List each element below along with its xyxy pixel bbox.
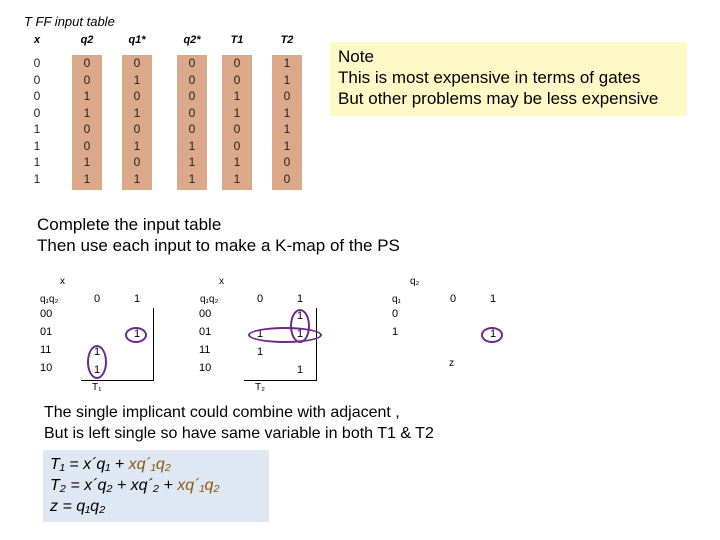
truth-table-cell: 1 xyxy=(233,105,241,120)
truth-table-cell: 0 xyxy=(233,56,241,70)
kmap-row-label: 00 xyxy=(199,308,212,320)
truth-table-heading: q2 xyxy=(80,34,94,46)
truth-table-heading: T2 xyxy=(280,34,294,46)
truth-table-cell: 1 xyxy=(283,122,291,136)
kmap-group-oval xyxy=(481,327,503,343)
note-line: Note xyxy=(338,47,374,66)
truth-table-cell: 1 xyxy=(33,138,41,153)
kmap-cell: 1 xyxy=(489,328,497,340)
kmap-row-label: 10 xyxy=(199,362,212,374)
equation-t1: T₁ = x´q₁ + xq´₁q₂ xyxy=(50,456,171,473)
kmap-row-label: 11 xyxy=(40,344,52,356)
instruction-line: Then use each input to make a K-map of the PS xyxy=(37,236,400,255)
truth-table-heading: q1* xyxy=(128,34,146,46)
truth-table-cell: 1 xyxy=(133,72,141,87)
explanation-line: But is left single so have same variable in both T1 & T2 xyxy=(44,425,434,442)
truth-table-cell: 1 xyxy=(188,171,196,186)
kmap-column-label: 1 xyxy=(133,293,141,305)
kmap-cell: 1 xyxy=(296,364,304,376)
truth-table-cell: 0 xyxy=(83,72,91,87)
truth-table-cell: 0 xyxy=(133,155,141,169)
truth-table-cell: 0 xyxy=(83,122,91,136)
kmap-column-label: 1 xyxy=(296,293,304,305)
truth-table-cell: 0 xyxy=(283,171,291,186)
equation-t2: T₂ = x´q₂ + xq´₂ + xq´₁q₂ xyxy=(50,477,220,494)
truth-table-cell: 0 xyxy=(33,89,41,103)
truth-table-cell: 0 xyxy=(83,138,91,153)
explanation-line: The single implicant could combine with adjacent , xyxy=(44,404,400,421)
note-box xyxy=(330,42,687,116)
kmap-caption: z xyxy=(449,358,454,369)
kmap-cell: 1 xyxy=(93,364,101,376)
truth-table-cell: 0 xyxy=(233,72,241,87)
kmap-caption: T₂ xyxy=(255,382,265,393)
truth-table-cell: 0 xyxy=(188,56,196,70)
truth-table-cell: 0 xyxy=(33,56,41,70)
truth-table-header xyxy=(22,34,302,52)
truth-table-cell: 0 xyxy=(188,89,196,103)
kmap-column-label: 0 xyxy=(449,293,457,305)
truth-table-cell: 1 xyxy=(283,56,291,70)
truth-table-cell: 0 xyxy=(283,89,291,103)
slide-title: T FF input table xyxy=(24,14,115,29)
kmap-side-variable: q₁q₂ xyxy=(200,294,219,305)
truth-table-cell: 1 xyxy=(233,171,241,186)
kmap-row-label: 1 xyxy=(392,326,399,338)
truth-table-cell: 0 xyxy=(233,122,241,136)
kmap-top-variable: x xyxy=(60,276,65,287)
truth-table-cell: 1 xyxy=(83,105,91,120)
note-line: But other problems may be less expensive xyxy=(338,89,659,108)
truth-table-cell: 0 xyxy=(33,72,41,87)
truth-table-cell: 0 xyxy=(188,105,196,120)
kmap-row-label: 10 xyxy=(40,362,53,374)
kmap-cell: 1 xyxy=(256,346,264,358)
truth-table-cell: 0 xyxy=(83,56,91,70)
instruction-line: Complete the input table xyxy=(37,215,222,234)
truth-table-cell: 1 xyxy=(188,138,196,153)
equation-z: z = q₁q₂ xyxy=(50,498,106,515)
kmap-column-label: 1 xyxy=(489,293,497,305)
truth-table-cell: 1 xyxy=(283,72,291,87)
truth-table-cell: 0 xyxy=(188,122,196,136)
truth-table xyxy=(22,55,302,190)
kmap-cell: 1 xyxy=(133,328,141,340)
kmap-row-label: 01 xyxy=(199,326,212,338)
kmap-top-variable: q₂ xyxy=(410,276,420,287)
kmap-top-variable: x xyxy=(219,276,224,287)
kmap-cell: 1 xyxy=(296,310,304,322)
kmap-cell: 1 xyxy=(296,328,304,340)
equation-box xyxy=(43,450,269,522)
explanation xyxy=(44,402,434,444)
truth-table-cell: 0 xyxy=(133,89,141,103)
kmap-group-oval xyxy=(248,327,322,343)
truth-table-cell: 0 xyxy=(133,56,141,70)
kmap-group-oval xyxy=(125,327,147,343)
truth-table-cell: 0 xyxy=(233,138,241,153)
kmap-column-label: 0 xyxy=(93,293,101,305)
truth-table-heading: x xyxy=(33,34,41,46)
kmap-side-variable: q₁ xyxy=(392,294,401,305)
truth-table-cell: 1 xyxy=(33,122,41,136)
truth-table-cell: 1 xyxy=(233,155,241,169)
kmap-row-label: 01 xyxy=(40,326,53,338)
truth-table-cell: 0 xyxy=(133,122,141,136)
kmap-group-oval xyxy=(87,345,107,379)
truth-table-cell: 1 xyxy=(33,171,41,186)
kmap-row-label: 00 xyxy=(40,308,53,320)
kmap-cell: 1 xyxy=(93,346,101,358)
truth-table-cell: 1 xyxy=(233,89,241,103)
truth-table-cell: 0 xyxy=(188,72,196,87)
instructions xyxy=(37,214,400,256)
truth-table-cell: 1 xyxy=(133,105,141,120)
truth-table-heading: T1 xyxy=(230,34,244,46)
truth-table-cell: 1 xyxy=(133,171,141,186)
truth-table-cell: 1 xyxy=(133,138,141,153)
truth-table-cell: 1 xyxy=(83,89,91,103)
kmap-row-label: 0 xyxy=(392,308,399,320)
truth-table-cell: 1 xyxy=(188,155,196,169)
truth-table-cell: 0 xyxy=(33,105,41,120)
truth-table-cell: 1 xyxy=(283,138,291,153)
kmap-column-label: 0 xyxy=(256,293,264,305)
truth-table-cell: 1 xyxy=(283,105,291,120)
kmap-side-variable: q₁q₂ xyxy=(40,294,59,305)
kmap-row-label: 11 xyxy=(199,344,211,356)
kmap-cell: 1 xyxy=(256,328,264,340)
kmap-caption: T₁ xyxy=(92,382,102,393)
note-line: This is most expensive in terms of gates xyxy=(338,68,641,87)
truth-table-cell: 1 xyxy=(83,155,91,169)
truth-table-cell: 1 xyxy=(83,171,91,186)
truth-table-cell: 0 xyxy=(283,155,291,169)
truth-table-cell: 1 xyxy=(33,155,41,169)
truth-table-heading: q2* xyxy=(183,34,201,46)
